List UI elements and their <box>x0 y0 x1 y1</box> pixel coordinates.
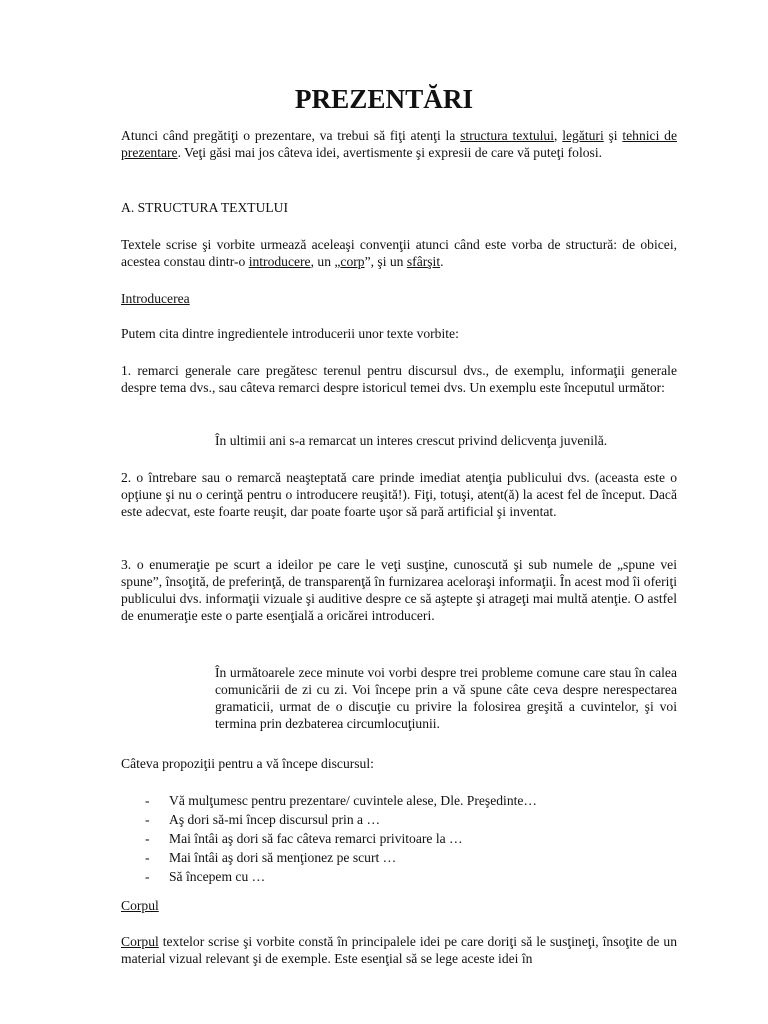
list-dash: - <box>145 793 150 808</box>
structure-paragraph <box>121 236 677 270</box>
list-item <box>145 810 537 829</box>
corpul-heading: Corpul <box>121 898 159 913</box>
section-a-heading: A. STRUCTURA TEXTULUI <box>121 200 289 215</box>
page-title: PREZENTĂRI <box>294 84 474 114</box>
corpul-paragraph <box>121 933 677 967</box>
phrases-list <box>145 791 537 886</box>
techniques-link: tehnici de prezentare <box>121 128 677 160</box>
structure-text-2: , un „ <box>310 254 341 269</box>
body-link: corp <box>340 254 365 269</box>
structure-text-4: . <box>440 254 444 269</box>
connections-link: legături <box>562 128 604 143</box>
quote-1: În ultimii ani s-a remarcat un interes crescut privind delicvenţa juvenilă. <box>215 433 608 448</box>
list-dash: - <box>145 831 150 846</box>
phrases-intro: Câteva propoziţii pentru a vă începe discursul: <box>121 756 374 771</box>
intro-text-1: Atunci când pregătiţi o prezentare, va trebui să fiţi atenţi la <box>121 128 461 143</box>
quote-2: În următoarele zece minute voi vorbi despre trei probleme comune care stau în calea comunicării de zi cu zi. Voi începe prin a vă spune câte ceva despre nerespectarea gramaticii, urmat de o discuţie cu privire la folosirea greşită a cuvintelor, şi voi termina prin dezbaterea circumlocuţiunii. <box>215 665 677 731</box>
intro-text-3: şi <box>603 128 623 143</box>
point-1-paragraph: 1. remarci generale care pregătesc terenul pentru discursul dvs., de exemplu, informaţii generale despre tema dvs., sau câteva remarci despre istoricul temei dvs. Un exemplu este începutul următor: <box>121 363 677 395</box>
list-item-text: Vă mulţumesc pentru prezentare/ cuvintele alese, Dle. Preşedinte… <box>169 793 538 808</box>
introducerea-heading: Introducerea <box>121 291 190 306</box>
list-dash: - <box>145 850 150 865</box>
ending-link: sfârşit <box>406 254 441 269</box>
corpul-text: textelor scrise şi vorbite constă în principalele idei pe care doriţi să le susţineţi, însoţite de un material vizual relevant şi de exemple. Este esenţial să se lege aceste idei în <box>121 934 677 966</box>
point-2-paragraph: 2. o întrebare sau o remarcă neaşteptată care prinde imediat atenţia publicului dvs. (aceasta este o opţiune şi nu o cerinţă pentru o introducere reuşită!). Fiţi, totuşi, atent(ă) la acest fel de început. Dacă este adecvat, este foarte reuşit, dar poate foarte uşor să pară artificial şi inventat. <box>121 470 677 519</box>
intro-text-2: , <box>554 128 563 143</box>
list-dash: - <box>145 812 150 827</box>
list-dash: - <box>145 869 150 884</box>
introduction-link: introducere <box>248 254 311 269</box>
list-item-text: Mai întâi aş dori să menţionez pe scurt … <box>169 850 397 865</box>
list-item <box>145 848 537 867</box>
structure-text-3: ”, şi un <box>364 254 407 269</box>
list-item-text: Aş dori să-mi încep discursul prin a … <box>169 812 381 827</box>
list-item <box>145 791 537 810</box>
structure-link: structura textului <box>460 128 555 143</box>
intro-text-4: . Veţi găsi mai jos câteva idei, avertismente şi expresii de care vă puteţi folosi. <box>177 145 603 160</box>
point-3-paragraph: 3. o enumeraţie pe scurt a ideilor pe care le veţi susţine, cunoscută şi sub numele de „spune vei spune”, însoţită, de preferinţă, de transparenţă în furnizarea aceloraşi informaţii. În acest mod îi oferiţi publicului dvs. informaţii vizuale şi auditive despre ce să aştepte şi atrageţi mai multă atenţie. O astfel de enumeraţie este o parte esenţială a oricărei introduceri. <box>121 557 677 623</box>
corpul-link: Corpul <box>121 934 159 949</box>
list-item-text: Mai întâi aş dori să fac câteva remarci privitoare la … <box>169 831 463 846</box>
structure-text-1: Textele scrise şi vorbite urmează aceleaşi convenţii atunci când este vorba de structură: de obicei, acestea constau dintr-o <box>121 237 677 269</box>
list-item <box>145 867 537 886</box>
list-item-text: Să începem cu … <box>169 869 266 884</box>
ingredients-paragraph: Putem cita dintre ingredientele introducerii unor texte vorbite: <box>121 326 459 341</box>
list-item <box>145 829 537 848</box>
intro-paragraph <box>121 127 677 161</box>
